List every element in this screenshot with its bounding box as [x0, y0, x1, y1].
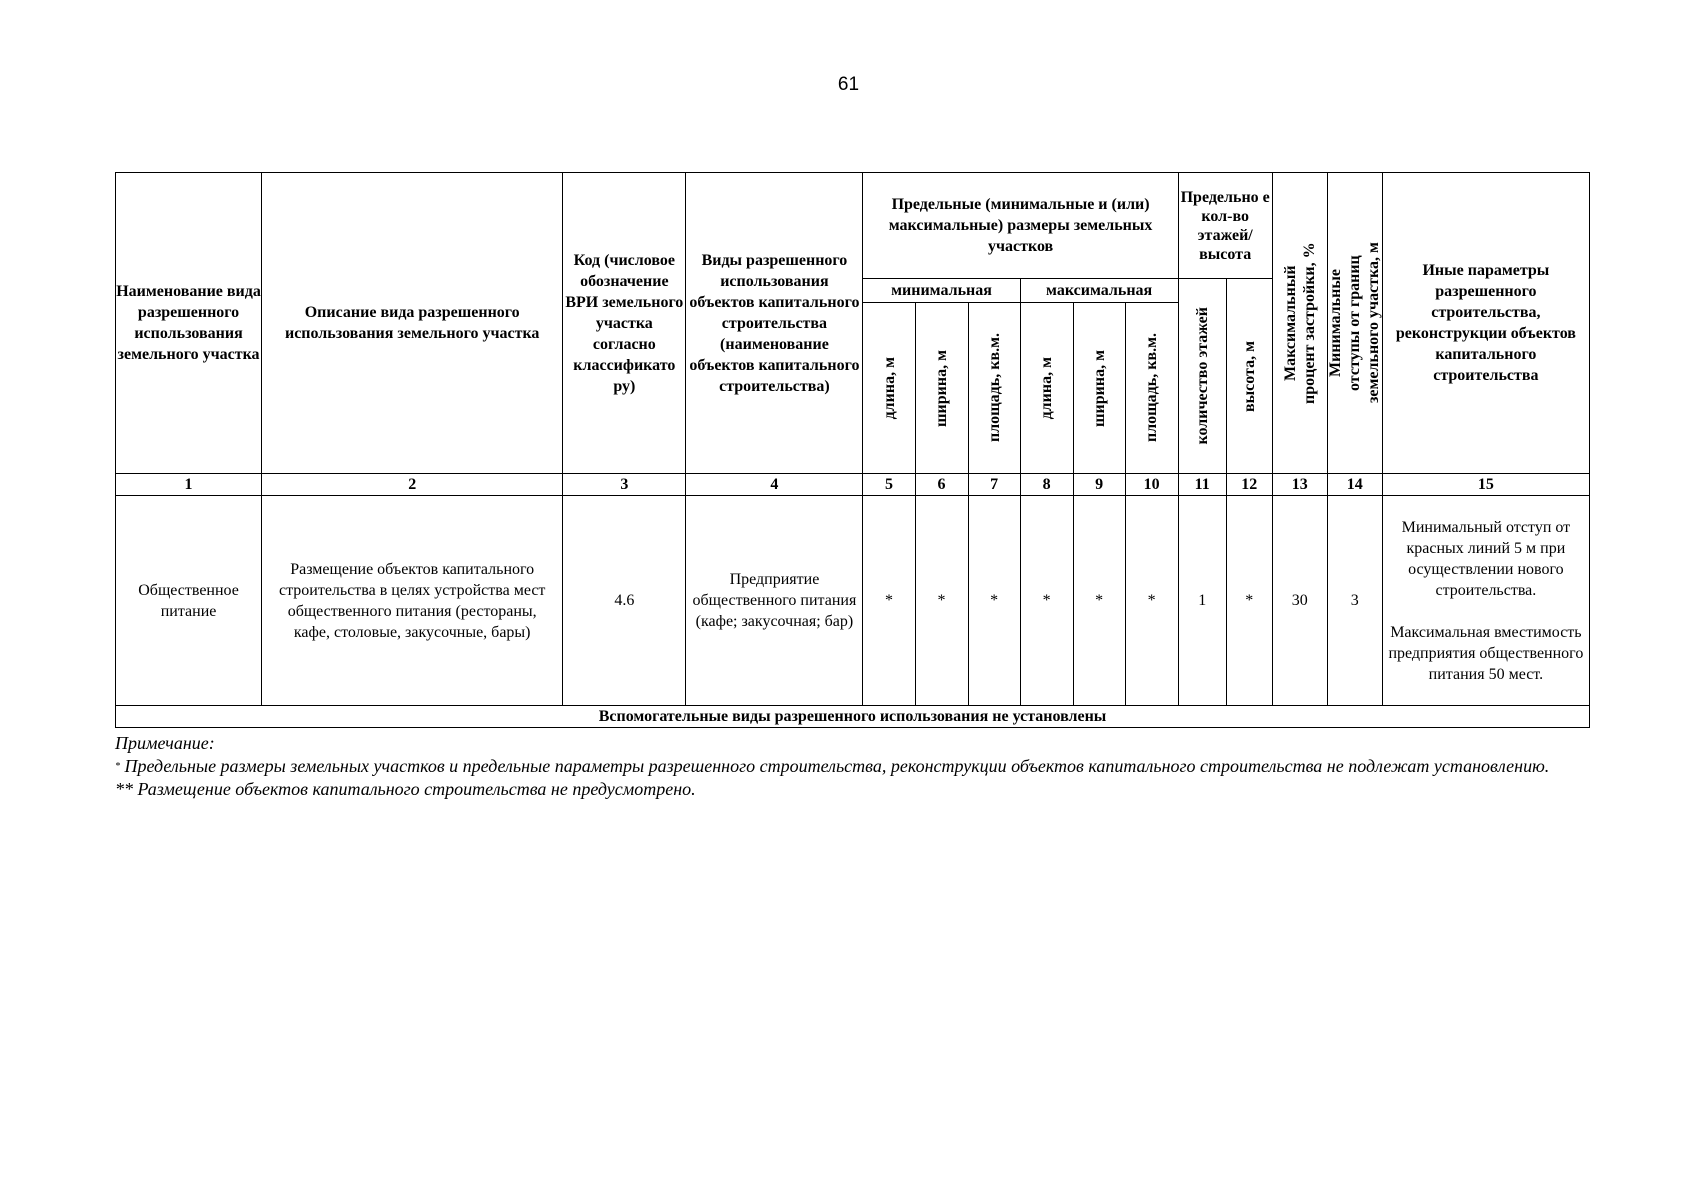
header-name: Наименование вида разрешенного использования земельного участка [116, 173, 262, 474]
cell-min-length: * [863, 496, 915, 706]
header-height: высота, м [1226, 279, 1272, 474]
other-params-line2: Максимальная вместимость предприятия общественного питания 50 мест. [1388, 623, 1584, 683]
header-min-width: ширина, м [915, 303, 968, 474]
notes [115, 732, 1595, 801]
header-floors-group: Предельно е кол-во этажей/ высота [1178, 173, 1272, 279]
header-max-percent: Максимальный процент застройки, % [1272, 173, 1327, 474]
note-1: * Предельные размеры земельных участков и предельные параметры разрешенного строительства, реконструкции объектов капитального строительства не подлежат установлению. [115, 756, 1550, 776]
header-sizes-group: Предельные (минимальные и (или) максимальные) размеры земельных участков [863, 173, 1178, 279]
col-number: 5 [863, 474, 915, 496]
header-max-width: ширина, м [1073, 303, 1125, 474]
col-number: 7 [968, 474, 1020, 496]
header-code: Код (числовое обозначение ВРИ земельного участка согласно классификато ру) [563, 173, 686, 474]
page-number: 61 [837, 74, 860, 95]
col-number: 15 [1382, 474, 1589, 496]
header-max-length: длина, м [1020, 303, 1073, 474]
col-number: 9 [1073, 474, 1125, 496]
cell-max-width: * [1073, 496, 1125, 706]
col-number: 12 [1226, 474, 1272, 496]
cell-max-area: * [1125, 496, 1178, 706]
header-floors-count: количество этажей [1178, 279, 1226, 474]
header-max-group: максимальная [1020, 279, 1178, 303]
col-number: 13 [1272, 474, 1327, 496]
col-number: 8 [1020, 474, 1073, 496]
col-number: 11 [1178, 474, 1226, 496]
table-row [116, 496, 1590, 706]
cell-other-params [1382, 496, 1589, 706]
other-params-line1: Минимальный отступ от красных линий 5 м при осуществлении нового строительства. [1401, 518, 1571, 599]
cell-floors: 1 [1178, 496, 1226, 706]
note-2: ** Размещение объектов капитального строительства не предусмотрено. [115, 779, 696, 799]
header-other-params: Иные параметры разрешенного строительства, реконструкции объектов капитального строительства [1382, 173, 1589, 474]
cell-kinds: Предприятие общественного питания (кафе; закусочная; бар) [686, 496, 863, 706]
col-number: 3 [563, 474, 686, 496]
cell-height: * [1226, 496, 1272, 706]
header-min-group: минимальная [863, 279, 1020, 303]
header-description: Описание вида разрешенного использования земельного участка [262, 173, 563, 474]
auxiliary-uses-footer: Вспомогательные виды разрешенного использования не установлены [116, 706, 1590, 728]
header-min-length: длина, м [863, 303, 915, 474]
col-number: 14 [1327, 474, 1382, 496]
col-number: 2 [262, 474, 563, 496]
cell-min-area: * [968, 496, 1020, 706]
column-numbers-row [116, 474, 1590, 496]
cell-max-length: * [1020, 496, 1073, 706]
header-max-area: площадь, кв.м. [1125, 303, 1178, 474]
land-use-table [115, 172, 1590, 728]
cell-min-setback: 3 [1327, 496, 1382, 706]
cell-code: 4.6 [563, 496, 686, 706]
cell-description: Размещение объектов капитального строительства в целях устройства мест общественного питания (рестораны, кафе, столовые, закусочные, бары) [262, 496, 563, 706]
header-min-setback: Минимальные отступы от границ земельного участка, м [1327, 173, 1382, 474]
col-number: 6 [915, 474, 968, 496]
note-1-mark: * [115, 761, 120, 772]
col-number: 10 [1125, 474, 1178, 496]
header-kinds: Виды разрешенного использования объектов капитального строительства (наименование объектов капитального строительства) [686, 173, 863, 474]
col-number: 4 [686, 474, 863, 496]
cell-min-width: * [915, 496, 968, 706]
notes-title: Примечание: [115, 733, 215, 753]
col-number: 1 [116, 474, 262, 496]
header-min-area: площадь, кв.м. [968, 303, 1020, 474]
cell-name: Общественное питание [116, 496, 262, 706]
cell-max-percent: 30 [1272, 496, 1327, 706]
